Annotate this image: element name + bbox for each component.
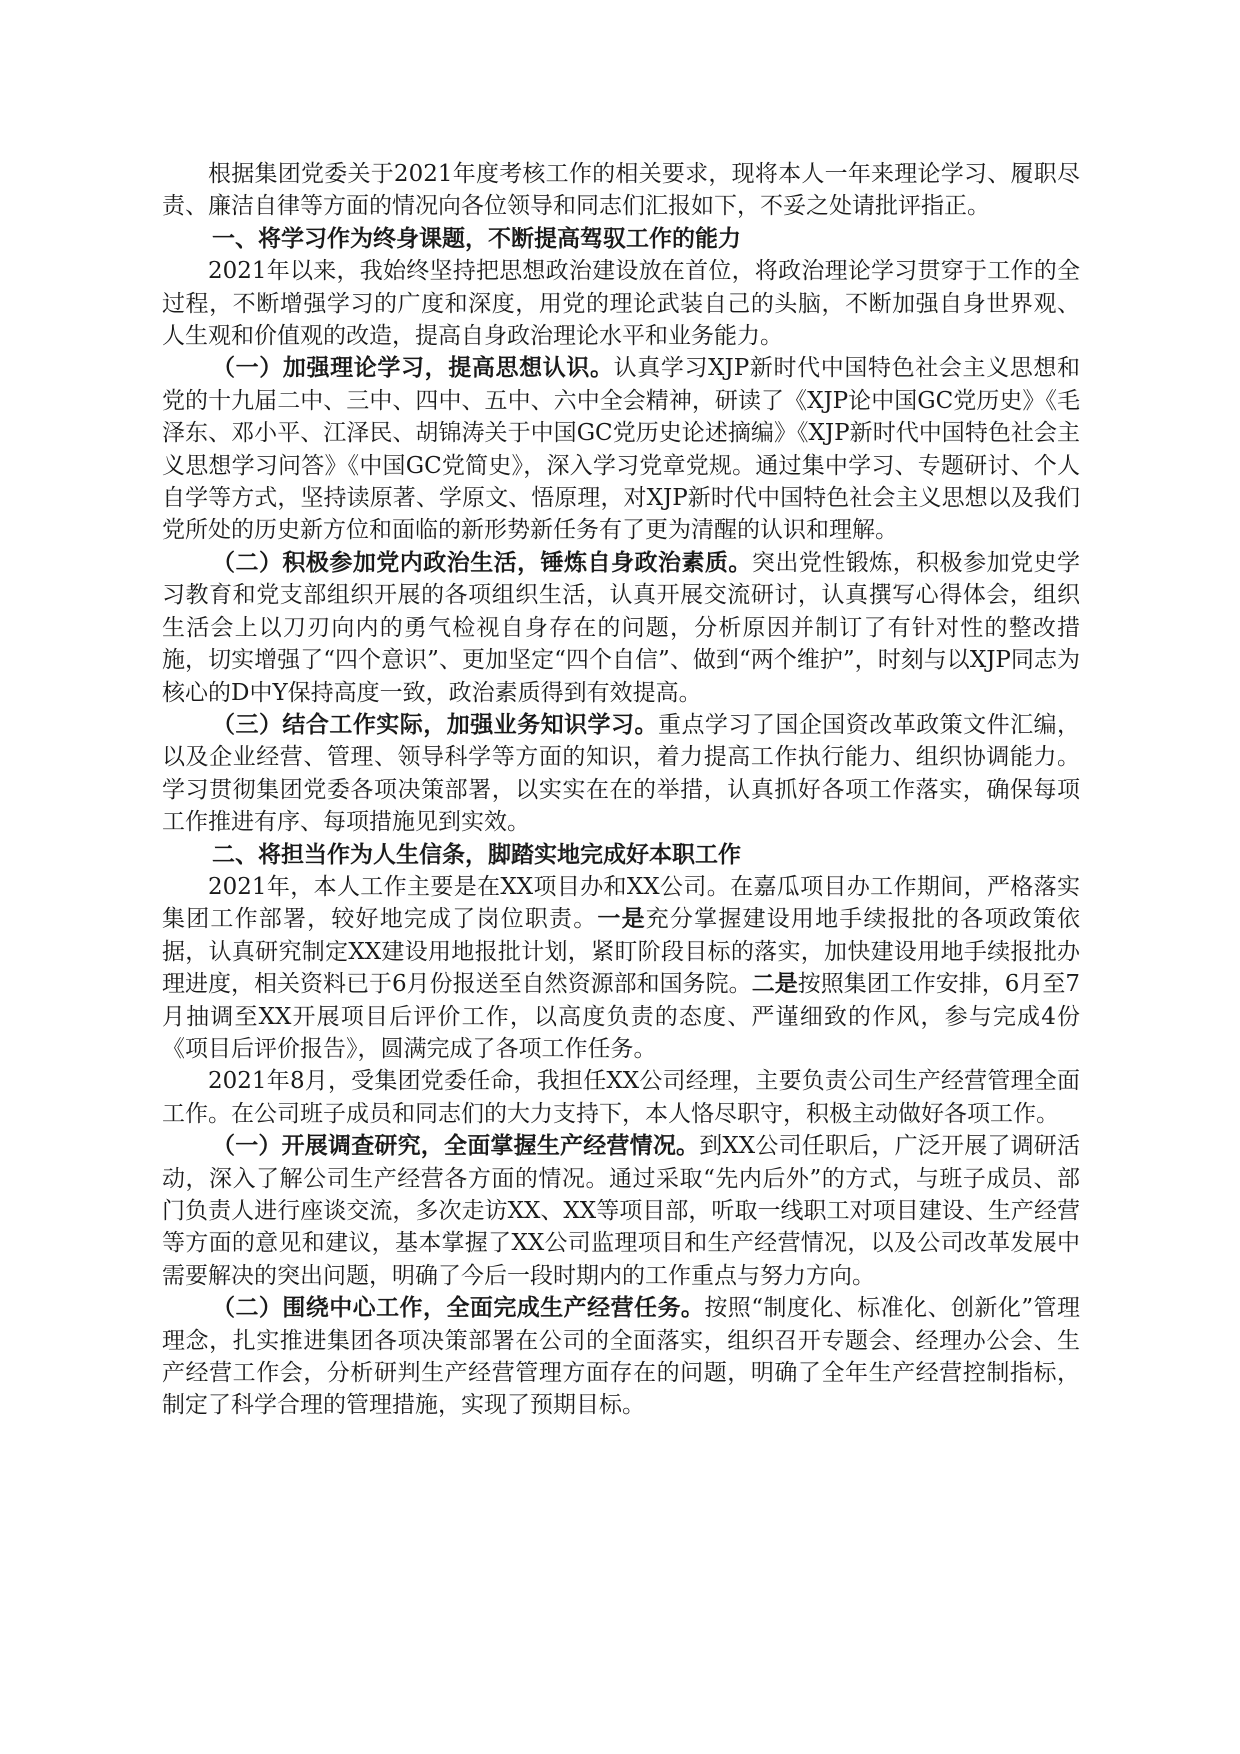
section-heading-1: 一、将学习作为终身课题，不断提高驾驭工作的能力 [212,224,741,252]
point-lead-2: 二是 [751,970,798,998]
point-lead-1: 一是 [597,905,646,933]
item-body: 按照“制度化、标准化、创新化”管理理念，扎实推进集团各项决策部署在公司的全面落实，组织召开专题会、经理办公会、生产经营工作会，分析研判生产经营管理方面存在的问题，明确了全年生产经营控制指标，制定了科学合理的管理措施，实现了预期目标。 [162,1295,1080,1419]
item-lead: （二）围绕中心工作，全面完成生产经营任务。 [212,1294,705,1322]
section-1-item-2-paragraph [162,547,1080,709]
item-body: 突出党性锻炼，积极参加党史学习教育和党支部组织开展的各项组织生活，认真开展交流研讨，认真撰写心得体会，组织生活会上以刀刃向内的勇气检视自身存在的问题，分析原因并制订了有针对性的整改措施，切实增强了“四个意识”、更加坚定“四个自信”、做到“两个维护”，时刻与以XJP同志为核心的D中Y保持高度一致，政治素质得到有效提高。 [162,549,1081,706]
item-body: 认真学习XJP新时代中国特色社会主义思想和党的十九届二中、三中、四中、五中、六中全会精神，研读了《XJP论中国GC党历史》《毛泽东、邓小平、江泽民、胡锦涛关于中国GC党历史论述摘编》《XJP新时代中国特色社会主义思想学习问答》《中国GC党简史》，深入学习党章党规。通过集中学习、专题研讨、个人自学等方式，坚持读原著、学原文、悟原理，对XJP新时代中国特色社会主义思想以及我们党所处的历史新方位和面临的新形势新任务有了更为清醒的认识和理解。 [162,355,1081,544]
document-page [162,158,1080,1422]
item-lead: （一）加强理论学习，提高思想认识。 [212,354,614,382]
paragraph-text: 2021年，本人工作主要是在XX项目办和XX公司。在嘉瓜项目办工作期间，严格落实集团工作部署，较好地完成了岗位职责。 [162,873,1080,933]
item-lead: （三）结合工作实际，加强业务知识学习。 [212,710,658,738]
paragraph-text: 充分掌握建设用地手续报批的各项政策依据，认真研究制定XX建设用地报批计划，紧盯阶段目标的落实，加快建设用地手续报批办理进度，相关资料已于6月份报送至自然资源部和国务院。 [162,906,1081,998]
section-2-item-2-paragraph [162,1292,1080,1422]
item-lead: （一）开展调查研究，全面掌握生产经营情况。 [212,1132,700,1160]
section-1-item-1-paragraph [162,352,1080,546]
item-body: 重点学习了国企国资改革政策文件汇编，以及企业经营、管理、领导科学等方面的知识，着力提高工作执行能力、组织协调能力。学习贯彻集团党委各项决策部署，以实实在在的举措，认真抓好各项工作落实，确保每项工作推进有序、每项措施见到实效。 [162,711,1081,836]
section-1-item-3-paragraph [162,709,1080,839]
intro-paragraph: 根据集团党委关于2021年度考核工作的相关要求，现将本人一年来理论学习、履职尽责、廉洁自律等方面的情况向各位领导和同志们汇报如下，不妥之处请批评指正。 [162,161,1080,220]
item-body: 到XX公司任职后，广泛开展了调研活动，深入了解公司生产经营各方面的情况。通过采取“先内后外”的方式，与班子成员、部门负责人进行座谈交流，多次走访XX、XX等项目部，听取一线职工对项目建设、生产经营等方面的意见和建议，基本掌握了XX公司监理项目和生产经营情况，以及公司改革发展中需要解决的突出问题，明确了今后一段时期内的工作重点与努力方向。 [162,1133,1081,1289]
section-heading-2: 二、将担当作为人生信条，脚踏实地完成好本职工作 [212,840,741,868]
section-2-paragraph-1 [162,871,1080,1065]
paragraph-text: 按照集团工作安排，6月至7月抽调至XX开展项目后评价工作，以高度负责的态度、严谨细致的作风，参与完成4份《项目后评价报告》，圆满完成了各项工作任务。 [162,971,1080,1062]
item-lead: （二）积极参加党内政治生活，锤炼自身政治素质。 [212,548,752,576]
section-1-intro-paragraph: 2021年以来，我始终坚持把思想政治建设放在首位，将政治理论学习贯穿于工作的全过程，不断增强学习的广度和深度，用党的理论武装自己的头脑，不断加强自身世界观、人生观和价值观的改造，提高自身政治理论水平和业务能力。 [162,258,1080,350]
section-2-paragraph-2: 2021年8月，受集团党委任命，我担任XX公司经理，主要负责公司生产经营管理全面工作。在公司班子成员和同志们的大力支持下，本人恪尽职守，积极主动做好各项工作。 [162,1068,1080,1127]
section-2-item-1-paragraph [162,1130,1080,1292]
